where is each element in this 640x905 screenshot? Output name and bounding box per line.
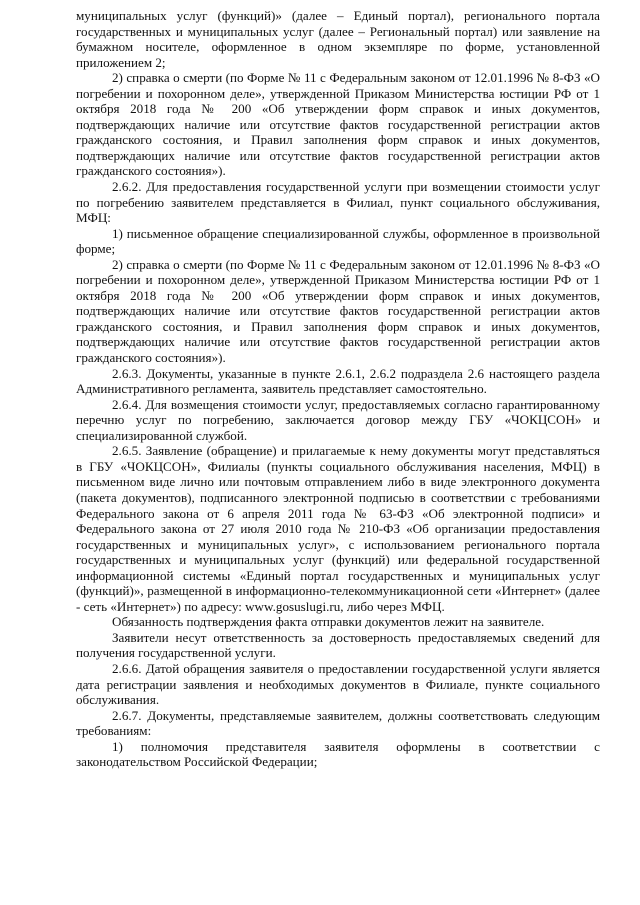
paragraph-responsibility: Заявители несут ответственность за достоверность предоставляемых сведений для получения государственной услуги. xyxy=(76,629,600,661)
paragraph-death-certificate-2: 2) справка о смерти (по Форме № 11 с Федеральным законом от 12.01.1996 № 8-ФЗ «О погребении и похоронном деле», утвержденной Приказом Министерства юстиции РФ от 1 октября 2018 года № 200 «Об утверждении форм справок и иных документов, подтверждающих наличие или отсутствие фактов государственной регистрации актов гражданского состояния, и Правил заполнения форм справок и иных документов, подтверждающих наличие или отсутствие фактов государственной регистрации актов гражданского состояния»). xyxy=(76,256,600,366)
paragraph-2-6-5: 2.6.5. Заявление (обращение) и прилагаемые к нему документы могут представляться в ГБУ «ЧОКЦСОН», Филиалы (пункты социального обслуживания населения, МФЦ) в письменном виде лично или почтовым отправлением либо в виде электронного документа (пакета документов), подписанного электронной подписью в соответствии с требованиями Федерального закона от 6 апреля 2011 года № 63-ФЗ «Об электронной подписи» и Федерального закона от 27 июля 2010 года № 210-ФЗ «Об организации предоставления государственных и муниципальных услуг», с использованием регионального портала государственных и муниципальных услуг (функций) или федеральной государственной информационной системы «Единый портал государственных и муниципальных услуг (функций)», размещенной в информационно-телекоммуникационной сети «Интернет» (далее - сеть «Интернет») по адресу: www.gosuslugi.ru, либо через МФЦ. xyxy=(76,443,600,614)
paragraph-written-request: 1) письменное обращение специализированной службы, оформленное в произвольной форме; xyxy=(76,225,600,257)
paragraph-representative-authority: 1) полномочия представителя заявителя оформлены в соответствии с законодательством Российской Федерации; xyxy=(76,738,600,770)
paragraph-continuation-portal: муниципальных услуг (функций)» (далее – Единый портал), регионального портала государственных и муниципальных услуг (далее – Региональный портал) или заявление на бумажном носителе, оформленное в одном экземпляре по форме, установленной приложением 2; xyxy=(76,8,600,70)
paragraph-2-6-7: 2.6.7. Документы, представляемые заявителем, должны соответствовать следующим требованиям: xyxy=(76,707,600,739)
paragraph-2-6-4: 2.6.4. Для возмещения стоимости услуг, предоставляемых согласно гарантированному перечню услуг по погребению, заключается договор между ГБУ «ЧОКЦСОН» и специализированной службой. xyxy=(76,396,600,443)
paragraph-obligation: Обязанность подтверждения факта отправки документов лежит на заявителе. xyxy=(112,614,545,630)
paragraph-2-6-3: 2.6.3. Документы, указанные в пункте 2.6.1, 2.6.2 подраздела 2.6 настоящего раздела Административного регламента, заявитель представляет самостоятельно. xyxy=(76,365,600,397)
paragraph-2-6-6: 2.6.6. Датой обращения заявителя о предоставлении государственной услуги является дата регистрации заявления и необходимых документов в Филиале, пункте социального обслуживания. xyxy=(76,660,600,708)
document-page xyxy=(76,8,600,770)
paragraph-2-6-2: 2.6.2. Для предоставления государственной услуги при возмещении стоимости услуг по погребению заявителем представляется в Филиал, пункт социального обслуживания, МФЦ: xyxy=(76,179,600,226)
paragraph-death-certificate-1: 2) справка о смерти (по Форме № 11 с Федеральным законом от 12.01.1996 № 8-ФЗ «О погребении и похоронном деле», утвержденной Приказом Министерства юстиции РФ от 1 октября 2018 года № 200 «Об утверждении форм справок и иных документов, подтверждающих наличие или отсутствие фактов государственной регистрации актов гражданского состояния, и Правил заполнения форм справок и иных документов, подтверждающих наличие или отсутствие фактов государственной регистрации актов гражданского состояния»). xyxy=(76,70,600,179)
